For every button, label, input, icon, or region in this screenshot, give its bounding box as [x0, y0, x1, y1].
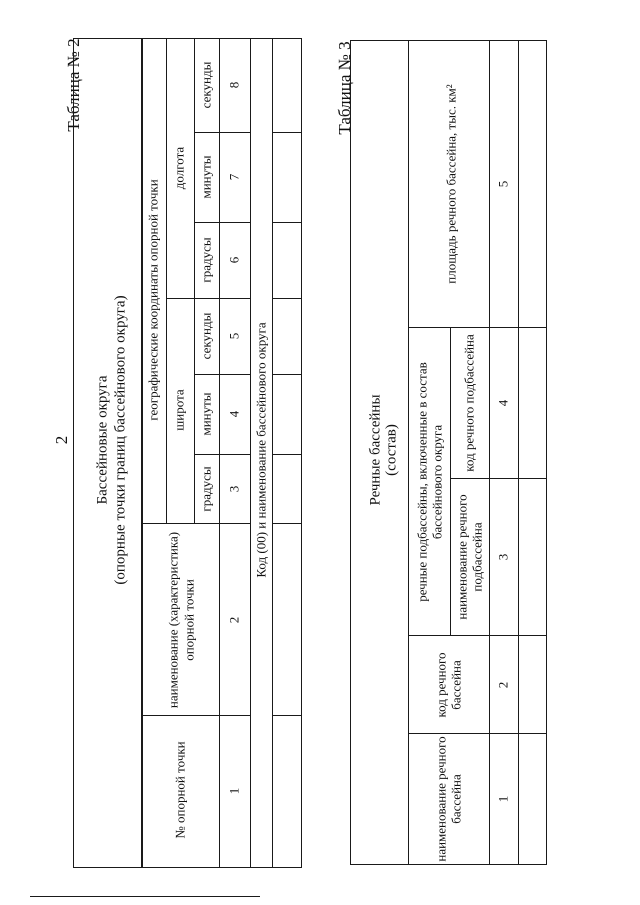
table2-long-seconds: секунды — [198, 61, 214, 109]
table2-data-cell-1 — [272, 715, 302, 868]
table3-sub-code: код речного подбассейна — [461, 334, 477, 472]
table3-data-cell-5 — [518, 40, 547, 328]
table3-data-cell-2 — [518, 635, 547, 734]
table3-caption: Таблица № 3 — [335, 41, 355, 135]
table2-data-cell-5 — [272, 298, 302, 375]
table2-data-cell-6 — [272, 222, 302, 299]
table3-sub-name-line1: наименование речного — [454, 494, 470, 620]
table2-col-number-1: 1 — [226, 787, 242, 795]
table2-col-number-4: 4 — [226, 410, 242, 418]
table3-data-cell-3 — [518, 478, 547, 636]
table2-long-degrees: градусы — [198, 237, 214, 283]
table3-data-cell-1 — [518, 733, 547, 865]
table3-subtitle: (состав) — [383, 424, 400, 476]
table2-col-number-7: 7 — [226, 173, 242, 181]
table2-data-cell-4 — [272, 374, 302, 455]
table2-col-number-2: 2 — [226, 616, 242, 624]
table3-subbasins-line1: речные подбассейны, включенные в состав — [414, 362, 430, 602]
table2-col-number-6: 6 — [226, 256, 242, 264]
table2-col-number-3: 3 — [226, 485, 242, 493]
table2-data-cell-7 — [272, 132, 302, 223]
table2-col-number-5: 5 — [226, 332, 242, 340]
table3-col-basin-name-line1: наименование речного — [433, 736, 449, 862]
table3-data-cell-4 — [518, 327, 547, 479]
table3-col-basin-code-line2: бассейна — [448, 660, 464, 710]
table3-title: Речные бассейны — [367, 394, 384, 506]
table3-sub-name-line2: подбассейна — [469, 522, 485, 592]
table3-col-basin-code-line1: код речного — [433, 652, 449, 718]
table2-data-cell-8 — [272, 38, 302, 133]
table3-col-number-1: 1 — [495, 795, 511, 803]
table3-col-number-3: 3 — [495, 553, 511, 561]
table2-lat-degrees: градусы — [198, 466, 214, 512]
table2-lat-seconds: секунды — [198, 312, 214, 360]
table3-col-number-4: 4 — [495, 399, 511, 407]
table2-code-row-label: Код (00) и наименование бассейнового округа — [253, 322, 269, 578]
table2-data-cell-3 — [272, 454, 302, 524]
table2-col-number-8: 8 — [226, 81, 242, 89]
table2-col-name-line1: наименование (характеристика) — [165, 531, 181, 709]
table3-col-basin-name-line2: бассейна — [448, 774, 464, 824]
page-number: 2 — [52, 435, 72, 445]
table2-caption: Таблица № 2 — [64, 38, 84, 132]
footnote-rule — [30, 896, 260, 897]
table3-col-number-5: 5 — [495, 180, 511, 188]
table3-subbasins-line2: бассейнового округа — [429, 424, 445, 540]
table2-col-point-no-label: № опорной точки — [172, 741, 188, 839]
table2-col-name-line2: опорной точки — [181, 579, 197, 661]
table2-subtitle: (опорные точки границ бассейнового округа) — [112, 295, 129, 585]
table2-geo-header-label: географические координаты опорной точки — [145, 179, 161, 421]
table2-longitude-label: долгота — [171, 146, 187, 190]
table3-col-area-label: площадь речного бассейна, тыс. км² — [443, 84, 459, 284]
table2-lat-minutes: минуты — [198, 392, 214, 436]
table2-latitude-label: широта — [171, 389, 187, 431]
table2-data-cell-2 — [272, 523, 302, 716]
table2-title: Бассейновые округа — [94, 375, 111, 505]
table2-long-minutes: минуты — [198, 155, 214, 199]
table3-col-number-2: 2 — [495, 681, 511, 689]
